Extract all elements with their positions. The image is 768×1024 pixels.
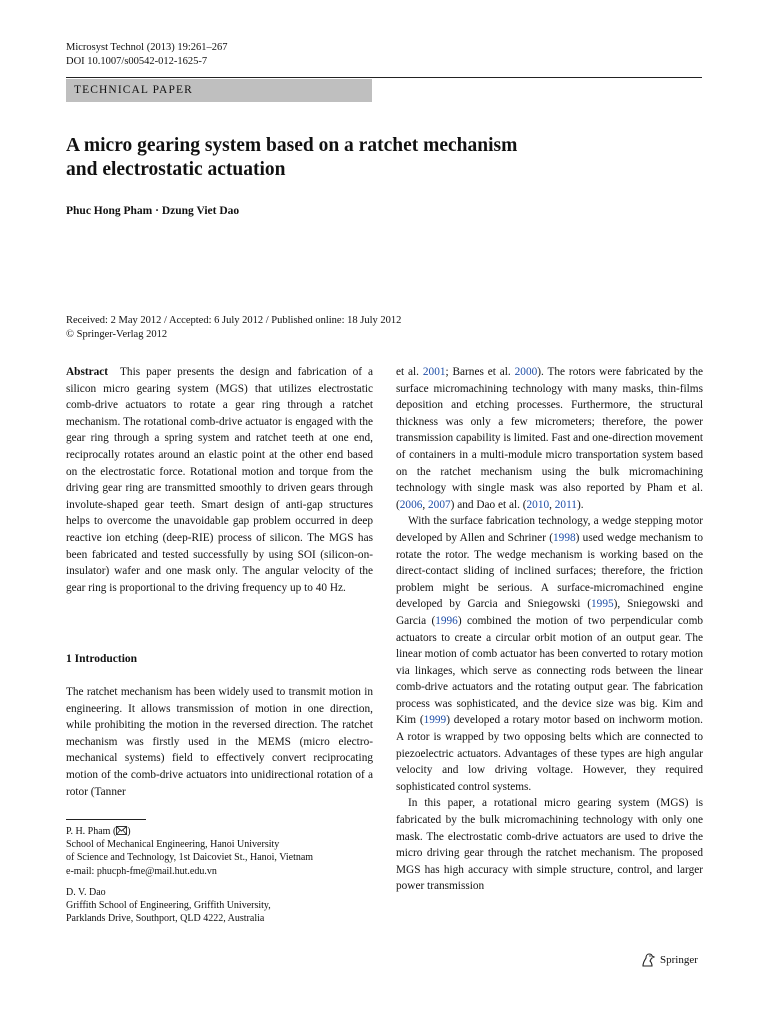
title-line-2: and electrostatic actuation <box>66 159 286 180</box>
publisher-name: Springer <box>660 954 698 966</box>
citation-link[interactable]: 2006 <box>399 498 423 511</box>
received-accepted-line: Received: 2 May 2012 / Accepted: 6 July 2012 / Published online: 18 July 2012 <box>66 315 402 326</box>
header-rule <box>66 77 702 78</box>
citation-link[interactable]: 2010 <box>526 498 550 511</box>
abstract-block <box>66 364 373 596</box>
footnote-dao <box>66 886 271 926</box>
footnote-dao-affiliation-2: Parklands Drive, Southport, QLD 4222, Australia <box>66 913 265 925</box>
body-paragraph-1: et al. 2001; Barnes et al. 2000). The rotors were fabricated by the surface micromachining technology with many masks, thin-films deposition and etching processes. Furthermore, the structural thickness was only a few micrometers; therefore, the power transmission capability is limited. Fast and one-direction movement of containers in a multi-module micro transportation system based on the ratchet mechanism using the bulk micromachining technology with single mask was also reported by Pham et al. (2006, 2007) and Dao et al. (2010, 2011). <box>396 366 704 511</box>
citation-link[interactable]: 1999 <box>423 714 447 727</box>
section-heading-introduction: 1 Introduction <box>66 653 138 665</box>
title-line-1: A micro gearing system based on a ratchet mechanism <box>66 135 518 156</box>
footnote-dao-affiliation-1: Griffith School of Engineering, Griffith University, <box>66 900 271 912</box>
doi: DOI 10.1007/s00542-012-1625-7 <box>66 56 208 67</box>
footnote-pham-affiliation-1: School of Mechanical Engineering, Hanoi University <box>66 839 280 851</box>
introduction-block <box>66 684 373 800</box>
publisher-logo <box>640 952 698 968</box>
footnote-pham-affiliation-2: of Science and Technology, 1st Daicoviet St., Hanoi, Vietnam <box>66 852 314 864</box>
journal-citation: Microsyst Technol (2013) 19:261–267 <box>66 42 228 53</box>
citation-link[interactable]: 1995 <box>591 598 614 611</box>
springer-horse-icon <box>640 952 656 968</box>
section-banner: TECHNICAL PAPER <box>66 79 372 102</box>
citation-link[interactable]: 2001 <box>422 366 446 378</box>
paper-title <box>66 134 626 182</box>
envelope-icon <box>116 826 127 835</box>
citation-link[interactable]: 1996 <box>435 614 458 627</box>
citation-link[interactable]: 2007 <box>428 498 451 511</box>
citation-link[interactable]: 2000 <box>514 366 538 378</box>
copyright-line: © Springer-Verlag 2012 <box>66 329 168 340</box>
right-column <box>396 364 703 895</box>
body-paragraph-2: With the surface fabrication technology, a wedge stepping motor developed by Allen and Schriner (1998) used wedge mechanism to rotate the rotor. The wedge mechanism is working based on the direct-contact sliding of inclined surfaces; therefore, the friction problem might be serious. A surface-micromachined engine developed by Garcia and Sniegowski (1995), Sniegowski and Garcia (1996) combined the motion of two perpendicular comb actuators to create a circular orbit motion of an output gear. The linear motion of comb actuator has been converted to rotary motion via linkages, which serve as connecting rods between the linear comb-drive actuators and the rotating output gear. The fabrication process was sophisticated, and the device size was big. Kim and Kim (1999) developed a rotary motor based on inchworm motion. A rotor is wrapped by two opposing belts which are connected to piezoelectric actuators. Advantages of these types are high angular velocity and low driving voltage. However, they required sophisticated control systems. <box>396 515 704 793</box>
footnote-dao-name: D. V. Dao <box>66 887 106 898</box>
citation-link[interactable]: 1998 <box>553 531 576 544</box>
author-list: Phuc Hong Pham · Dzung Viet Dao <box>66 205 240 217</box>
footnote-pham-email[interactable]: e-mail: phucph-fme@mail.hut.edu.vn <box>66 865 217 877</box>
citation-link[interactable]: 2011 <box>554 498 577 511</box>
abstract-label: Abstract <box>66 366 109 378</box>
body-paragraph-3: In this paper, a rotational micro gearing system (MGS) is fabricated by the bulk micromachining technology with only one mask. The electrostatic comb-drive actuators are used to drive the micro driving gear through the ratchet mechanism. The proposed MGS has high accuracy with simple structure, control, and larger power transmission <box>396 797 703 893</box>
introduction-paragraph: The ratchet mechanism has been widely used to transmit motion in engineering. It allows transmission of motion in one direction, while prohibiting the motion in the reversed direction. The ratchet mechanism was firstly used in the MEMS (micro electro-mechanical systems) field to effectively convert reciprocating motion of the comb-drive actuators into unidirectional rotation of a rotor (Tanner <box>66 686 373 798</box>
publication-dates <box>66 314 401 342</box>
footnote-rule <box>66 819 146 820</box>
footnote-pham-name: P. H. Pham ( ) <box>66 826 131 837</box>
footnote-pham <box>66 825 313 878</box>
abstract-text: This paper presents the design and fabrication of a silicon micro gearing system (MGS) that utilizes electrostatic comb-drive actuators to rotate a gear ring through a ratchet mechanism. The rotational comb-drive actuator is engaged with the gear ring through a spring system and ratchet teeth at one end, reciprocally rotates around an elastic point at the other end based on the electrostatic force. Rotational motion and torque from the driving gear ring are transmitted smoothly to driven gears through involute-shaped gear teeth. Smart design of anti-gap structures helps to overcome the unavoidable gap problem occurred in deep reactive ion etching (deep-RIE) process of silicon. The MGS has been fabricated and tested successfully by using SOI (silicon-on-insulator) wafer and one mask only. The angular velocity of the gear ring is proportional to the driving frequency up to 40 Hz. <box>66 366 373 594</box>
